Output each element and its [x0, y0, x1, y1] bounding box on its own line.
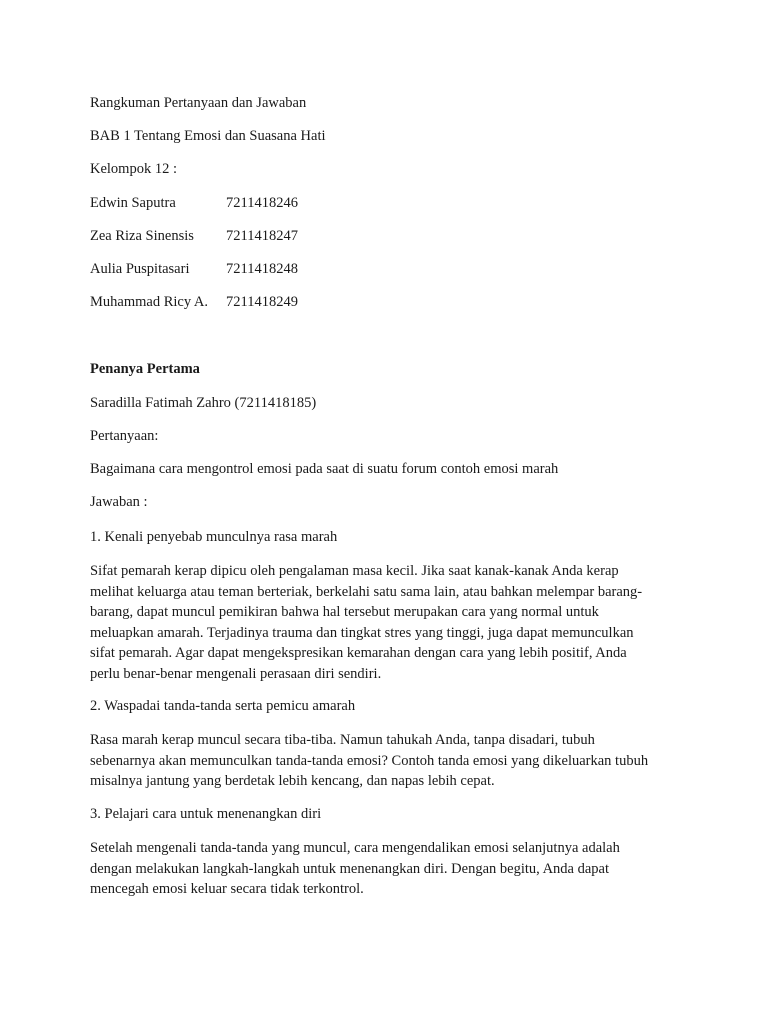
member-row — [90, 292, 298, 312]
member-id: 7211418247 — [226, 228, 298, 244]
paragraph-line: meluapkan amarah. Terjadinya trauma dan tingkat stres yang tinggi, juga dapat memunculkan — [90, 624, 634, 641]
answer-label: Jawaban : — [90, 494, 148, 510]
paragraph-line: mencegah emosi keluar secara tidak terkontrol. — [90, 881, 364, 897]
point-title: 1. Kenali penyebab munculnya rasa marah — [90, 529, 338, 545]
question-text: Bagaimana cara mengontrol emosi pada saat di suatu forum contoh emosi marah — [90, 461, 559, 477]
paragraph-line: dengan melakukan langkah-langkah untuk menenangkan diri. Dengan begitu, Anda dapat — [90, 860, 610, 877]
paragraph-line: Sifat pemarah kerap dipicu oleh pengalaman masa kecil. Jika saat kanak-kanak Anda kerap — [90, 563, 619, 579]
document-title: Rangkuman Pertanyaan dan Jawaban — [90, 95, 307, 111]
member-name: Muhammad Ricy A. — [90, 294, 209, 310]
paragraph-line: sifat pemarah. Agar dapat mengekspresikan kemarahan dengan cara yang lebih positif, Anda — [90, 645, 627, 661]
chapter-title: BAB 1 Tentang Emosi dan Suasana Hati — [90, 128, 326, 144]
member-row — [90, 226, 298, 246]
point-paragraph — [90, 561, 680, 684]
point-title: 3. Pelajari cara untuk menenangkan diri — [90, 806, 322, 822]
point-paragraph — [90, 838, 680, 900]
paragraph-line: barang, dapat muncul pemikiran bahwa hal tersebut merupakan cara yang normal untuk — [90, 604, 599, 620]
member-row — [90, 193, 298, 213]
paragraph-line: perlu benar-benar mengenali perasaan diri sendiri. — [90, 665, 382, 682]
member-id: 7211418246 — [226, 195, 298, 211]
member-id: 7211418248 — [226, 261, 298, 277]
asker-name: Saradilla Fatimah Zahro (7211418185) — [90, 395, 317, 411]
paragraph-line: Setelah mengenali tanda-tanda yang muncul, cara mengendalikan emosi selanjutnya adalah — [90, 840, 620, 856]
point-paragraph — [90, 730, 680, 792]
member-name: Zea Riza Sinensis — [90, 228, 194, 244]
paragraph-line: sebenarnya akan memunculkan tanda-tanda emosi? Contoh tanda emosi yang dikeluarkan tubuh — [90, 752, 649, 769]
member-id: 7211418249 — [226, 294, 298, 310]
paragraph-line: Rasa marah kerap muncul secara tiba-tiba. Namun tahukah Anda, tanpa disadari, tubuh — [90, 732, 595, 748]
question-label: Pertanyaan: — [90, 428, 159, 444]
paragraph-line: misalnya jantung yang berdetak lebih kencang, dan napas lebih cepat. — [90, 773, 495, 789]
paragraph-line: melihat keluarga atau teman berteriak, berkelahi satu sama lain, atau bahkan melempar barang- — [90, 583, 643, 600]
member-row — [90, 259, 298, 279]
member-name: Aulia Puspitasari — [90, 261, 190, 277]
section-heading: Penanya Pertama — [90, 361, 200, 377]
point-title: 2. Waspadai tanda-tanda serta pemicu amarah — [90, 698, 356, 714]
group-label: Kelompok 12 : — [90, 161, 177, 177]
member-name: Edwin Saputra — [90, 195, 176, 211]
